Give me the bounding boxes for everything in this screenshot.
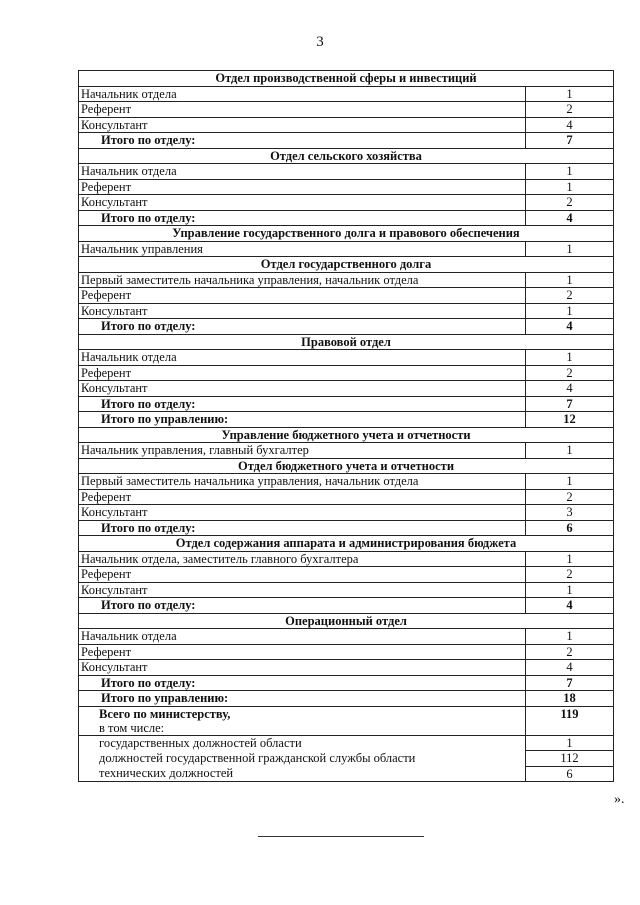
position-row	[79, 474, 614, 490]
position-name: Первый заместитель начальника управления, начальник отдела	[79, 474, 526, 490]
total-row	[79, 396, 614, 412]
section-header-row	[79, 427, 614, 443]
position-count: 1	[526, 582, 614, 598]
total-count: 119	[526, 706, 614, 735]
grand-total-label	[79, 706, 526, 735]
section-header-row	[79, 148, 614, 164]
position-name: Консультант	[79, 582, 526, 598]
total-label: Итого по управлению:	[79, 691, 526, 707]
position-name: государственных должностей области	[79, 735, 526, 751]
position-count: 1	[526, 350, 614, 366]
position-name: Начальник отдела, заместитель главного бухгалтера	[79, 551, 526, 567]
position-count: 4	[526, 381, 614, 397]
breakdown-row	[79, 751, 614, 767]
position-count: 2	[526, 365, 614, 381]
total-label: Итого по отделу:	[79, 520, 526, 536]
position-name: Начальник отдела	[79, 350, 526, 366]
section-title: Управление бюджетного учета и отчетности	[79, 427, 614, 443]
total-label: Итого по отделу:	[79, 598, 526, 614]
total-count: 4	[526, 598, 614, 614]
total-row	[79, 675, 614, 691]
page-number: 3	[316, 34, 324, 50]
total-count: 4	[526, 319, 614, 335]
position-name: Референт	[79, 288, 526, 304]
section-header-row	[79, 257, 614, 273]
position-count: 3	[526, 505, 614, 521]
total-label: Итого по отделу:	[79, 133, 526, 149]
position-count: 1	[526, 551, 614, 567]
breakdown-count: 6	[526, 766, 614, 782]
total-label: Итого по отделу:	[79, 675, 526, 691]
section-title: Операционный отдел	[79, 613, 614, 629]
breakdown-row	[79, 766, 614, 782]
footer-rule	[258, 836, 424, 837]
position-name: технических должностей	[79, 766, 526, 782]
position-name: Референт	[79, 644, 526, 660]
total-row	[79, 412, 614, 428]
position-row	[79, 288, 614, 304]
section-header-row	[79, 536, 614, 552]
position-name: Референт	[79, 102, 526, 118]
position-row	[79, 644, 614, 660]
position-row	[79, 629, 614, 645]
total-row	[79, 706, 614, 735]
position-name: Референт	[79, 567, 526, 583]
total-row	[79, 133, 614, 149]
total-count: 7	[526, 396, 614, 412]
total-count: 18	[526, 691, 614, 707]
position-row	[79, 195, 614, 211]
position-name: Начальник отдела	[79, 86, 526, 102]
closing-quote-mark: ».	[614, 792, 625, 807]
position-name: Консультант	[79, 381, 526, 397]
position-name: Начальник отдела	[79, 164, 526, 180]
total-label: Итого по отделу:	[79, 396, 526, 412]
position-row	[79, 567, 614, 583]
position-name: Первый заместитель начальника управления, начальник отдела	[79, 272, 526, 288]
total-row	[79, 319, 614, 335]
position-count: 1	[526, 443, 614, 459]
position-row	[79, 660, 614, 676]
section-title: Управление государственного долга и правового обеспечения	[79, 226, 614, 242]
position-row	[79, 505, 614, 521]
section-header-row	[79, 458, 614, 474]
position-row	[79, 381, 614, 397]
breakdown-count: 112	[526, 751, 614, 767]
section-header-row	[79, 226, 614, 242]
section-title: Отдел бюджетного учета и отчетности	[79, 458, 614, 474]
position-count: 1	[526, 241, 614, 257]
total-label: Итого по отделу:	[79, 319, 526, 335]
position-row	[79, 443, 614, 459]
position-count: 1	[526, 86, 614, 102]
total-row	[79, 520, 614, 536]
position-count: 2	[526, 567, 614, 583]
position-count: 4	[526, 117, 614, 133]
total-count: 6	[526, 520, 614, 536]
section-title: Отдел содержания аппарата и администрирования бюджета	[79, 536, 614, 552]
breakdown-count: 1	[526, 735, 614, 751]
position-row	[79, 102, 614, 118]
position-name: Референт	[79, 365, 526, 381]
section-title: Отдел производственной сферы и инвестиций	[79, 71, 614, 87]
position-name: Референт	[79, 179, 526, 195]
total-row	[79, 210, 614, 226]
position-count: 2	[526, 102, 614, 118]
position-name: Начальник управления, главный бухгалтер	[79, 443, 526, 459]
position-count: 1	[526, 629, 614, 645]
position-row	[79, 582, 614, 598]
position-count: 1	[526, 474, 614, 490]
position-count: 2	[526, 489, 614, 505]
section-title: Отдел сельского хозяйства	[79, 148, 614, 164]
position-row	[79, 489, 614, 505]
position-row	[79, 350, 614, 366]
position-name: Начальник управления	[79, 241, 526, 257]
total-row	[79, 691, 614, 707]
position-name: Консультант	[79, 195, 526, 211]
position-name: должностей государственной гражданской службы области	[79, 751, 526, 767]
position-row	[79, 303, 614, 319]
total-label: Итого по управлению:	[79, 412, 526, 428]
position-name: Консультант	[79, 660, 526, 676]
breakdown-row	[79, 735, 614, 751]
position-name: Консультант	[79, 505, 526, 521]
total-label: Итого по отделу:	[79, 210, 526, 226]
position-count: 2	[526, 195, 614, 211]
total-row	[79, 598, 614, 614]
position-count: 1	[526, 179, 614, 195]
position-row	[79, 272, 614, 288]
staffing-table	[78, 70, 614, 782]
position-count: 1	[526, 303, 614, 319]
position-name: Консультант	[79, 303, 526, 319]
section-header-row	[79, 71, 614, 87]
position-count: 4	[526, 660, 614, 676]
position-row	[79, 241, 614, 257]
section-title: Правовой отдел	[79, 334, 614, 350]
position-name: Начальник отдела	[79, 629, 526, 645]
total-count: 7	[526, 675, 614, 691]
total-count: 4	[526, 210, 614, 226]
total-count: 12	[526, 412, 614, 428]
position-row	[79, 551, 614, 567]
section-header-row	[79, 334, 614, 350]
position-count: 1	[526, 164, 614, 180]
grand-total-title: Всего по министерству,	[99, 706, 231, 721]
position-count: 1	[526, 272, 614, 288]
staffing-table-body	[79, 71, 614, 782]
position-row	[79, 164, 614, 180]
position-row	[79, 117, 614, 133]
position-row	[79, 179, 614, 195]
position-count: 2	[526, 288, 614, 304]
total-count: 7	[526, 133, 614, 149]
position-row	[79, 86, 614, 102]
position-row	[79, 365, 614, 381]
position-name: Консультант	[79, 117, 526, 133]
section-title: Отдел государственного долга	[79, 257, 614, 273]
grand-total-subtitle: в том числе:	[99, 720, 165, 735]
section-header-row	[79, 613, 614, 629]
position-name: Референт	[79, 489, 526, 505]
position-count: 2	[526, 644, 614, 660]
